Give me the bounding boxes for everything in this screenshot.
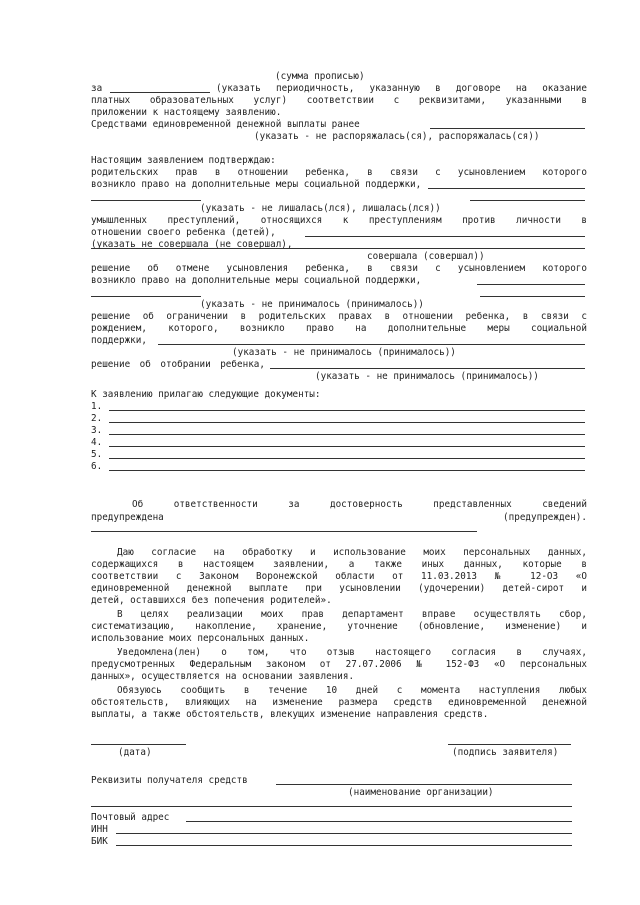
text-line: решение об отмене усыновления ребенка, в связи с усыновлением которого [91,263,587,274]
recipient-label: Реквизиты получателя средств [91,775,248,786]
responsibility-signature-blank[interactable] [91,531,477,532]
date-hint: (дата) [118,747,152,758]
text-line: соответствии с Законом Воронежской области от 11.03.2013 № 12-ОЗ «О [91,571,587,582]
attachment-number: 4. [91,437,103,448]
attachment-number: 5. [91,449,103,460]
text-line: Уведомлена(лен) о том, что отзыв настоящего согласия в случаях, [117,647,587,658]
restriction-blank[interactable] [158,344,585,345]
responsibility-text: Об ответственности за достоверность представленных сведений [132,499,587,510]
restriction-hint: (указать - не принималось (принималось)) [232,347,456,358]
attachment-line[interactable] [109,458,585,459]
text-line: поддержки, [91,335,147,346]
text-line: рождением, которого, возникло право на дополнительные меры социальной [91,323,587,334]
attachment-number: 1. [91,401,103,412]
period-hint: (указать периодичность, указанную в договоре на оказание [216,83,587,94]
text-line: приложении к настоящему заявлению. [91,107,282,118]
signature-hint: (подпись заявителя) [452,747,559,758]
text-line: использование моих персональных данных. [91,633,310,644]
text-line: единовременной денежной выплате при усыновлении (удочерении) детей-сирот и [91,583,587,594]
text-line: умышленных преступлений, относящихся к преступлениям против личности в [91,215,587,226]
text-line: обстоятельств, влияющих на изменение размера средств единовременной денежной [91,697,587,708]
inn-field[interactable] [116,833,572,834]
text-line: данных», осуществляется на основании заявления. [91,671,355,682]
rights-hint: (указать - не лишалась(лся), лишалась(лся)) [200,203,441,214]
attachment-number: 2. [91,413,103,424]
text-line: платных образовательных услуг) соответствии с реквизитами, указанными в [91,95,587,106]
text-line: систематизацию, накопление, хранение, уточнение (обновление, изменение) и [91,621,587,632]
removal-blank[interactable] [270,368,585,369]
attachment-line[interactable] [109,410,585,411]
crimes-hint-1: (указать не совершала (не совершал), [91,239,293,250]
date-blank[interactable] [91,744,186,745]
bik-field[interactable] [116,845,572,846]
responsibility-warned-male: (предупрежден). [503,512,587,523]
text-line: предусмотренных Федеральным законом от 27.07.2006 № 152-ФЗ «О персональных [91,659,587,670]
text-line: решение об ограничении в родительских правах в отношении ребенка, в связи с [91,311,587,322]
text-line: родительских прав в отношении ребенка, в связи с усыновлением которого [91,167,587,178]
attachment-number: 3. [91,425,103,436]
adoption-cancel-hint: (указать - не принималось (принималось)) [200,299,424,310]
text-line: В целях реализации моих прав департамент вправе осуществлять сбор, [117,609,587,620]
adoption-cancel-blank[interactable] [477,284,585,285]
za-label: за [91,83,103,94]
text-line: решение об отобрании ребенка, [91,359,265,370]
crimes-blank-2[interactable] [91,248,585,249]
rights-blank-3[interactable] [470,200,585,201]
sum-in-words-hint: (сумма прописью) [275,71,365,82]
disposal-hint: (указать - не распоряжалась(ся), распоряжалась(ся)) [254,131,540,142]
text-line: Обязуюсь сообщить в течение 10 дней с момента наступления любых [117,685,587,696]
recipient-org-blank[interactable] [276,784,572,785]
rights-blank[interactable] [428,188,585,189]
adoption-cancel-blank-3[interactable] [480,296,585,297]
org-name-hint: (наименование организации) [348,787,494,798]
crimes-hint-2: совершала (совершал)) [367,251,485,262]
text-line: содержащихся в настоящем заявлении, а также иных данных, которые в [91,559,587,570]
applicant-signature-blank[interactable] [448,744,571,745]
attachment-line[interactable] [109,470,585,471]
text-line: Даю согласие на обработку и использование моих персональных данных, [117,547,587,558]
attachment-line[interactable] [109,446,585,447]
responsibility-warned: предупреждена [91,512,164,523]
text-line: детей, оставшихся без попечения родителей». [91,595,332,606]
text-line: Средствами единовременной денежной выплаты ранее [91,119,360,130]
recipient-org-blank-2[interactable] [91,806,572,807]
attachment-line[interactable] [109,422,585,423]
period-blank[interactable] [110,92,210,93]
bik-label: БИК [91,836,108,847]
rights-blank-2[interactable] [91,200,201,201]
text-line: возникло право на дополнительные меры социальной поддержки, [91,179,422,190]
removal-hint: (указать - не принималось (принималось)) [315,371,539,382]
crimes-blank[interactable] [305,236,585,237]
confirm-intro: Настоящим заявлением подтверждаю: [91,155,276,166]
text-line: выплаты, а также обстоятельств, влекущих изменение направления средств. [91,709,489,720]
text-line: возникло право на дополнительные меры социальной поддержки, [91,275,422,286]
postal-address-field[interactable] [186,821,572,822]
disposal-blank[interactable] [430,128,585,129]
attachment-line[interactable] [109,434,585,435]
attachments-title: К заявлению прилагаю следующие документы: [91,389,321,400]
postal-address-label: Почтовый адрес [91,812,170,823]
adoption-cancel-blank-2[interactable] [91,296,201,297]
text-line: отношении своего ребенка (детей), [91,227,276,238]
attachment-number: 6. [91,461,103,472]
inn-label: ИНН [91,824,108,835]
